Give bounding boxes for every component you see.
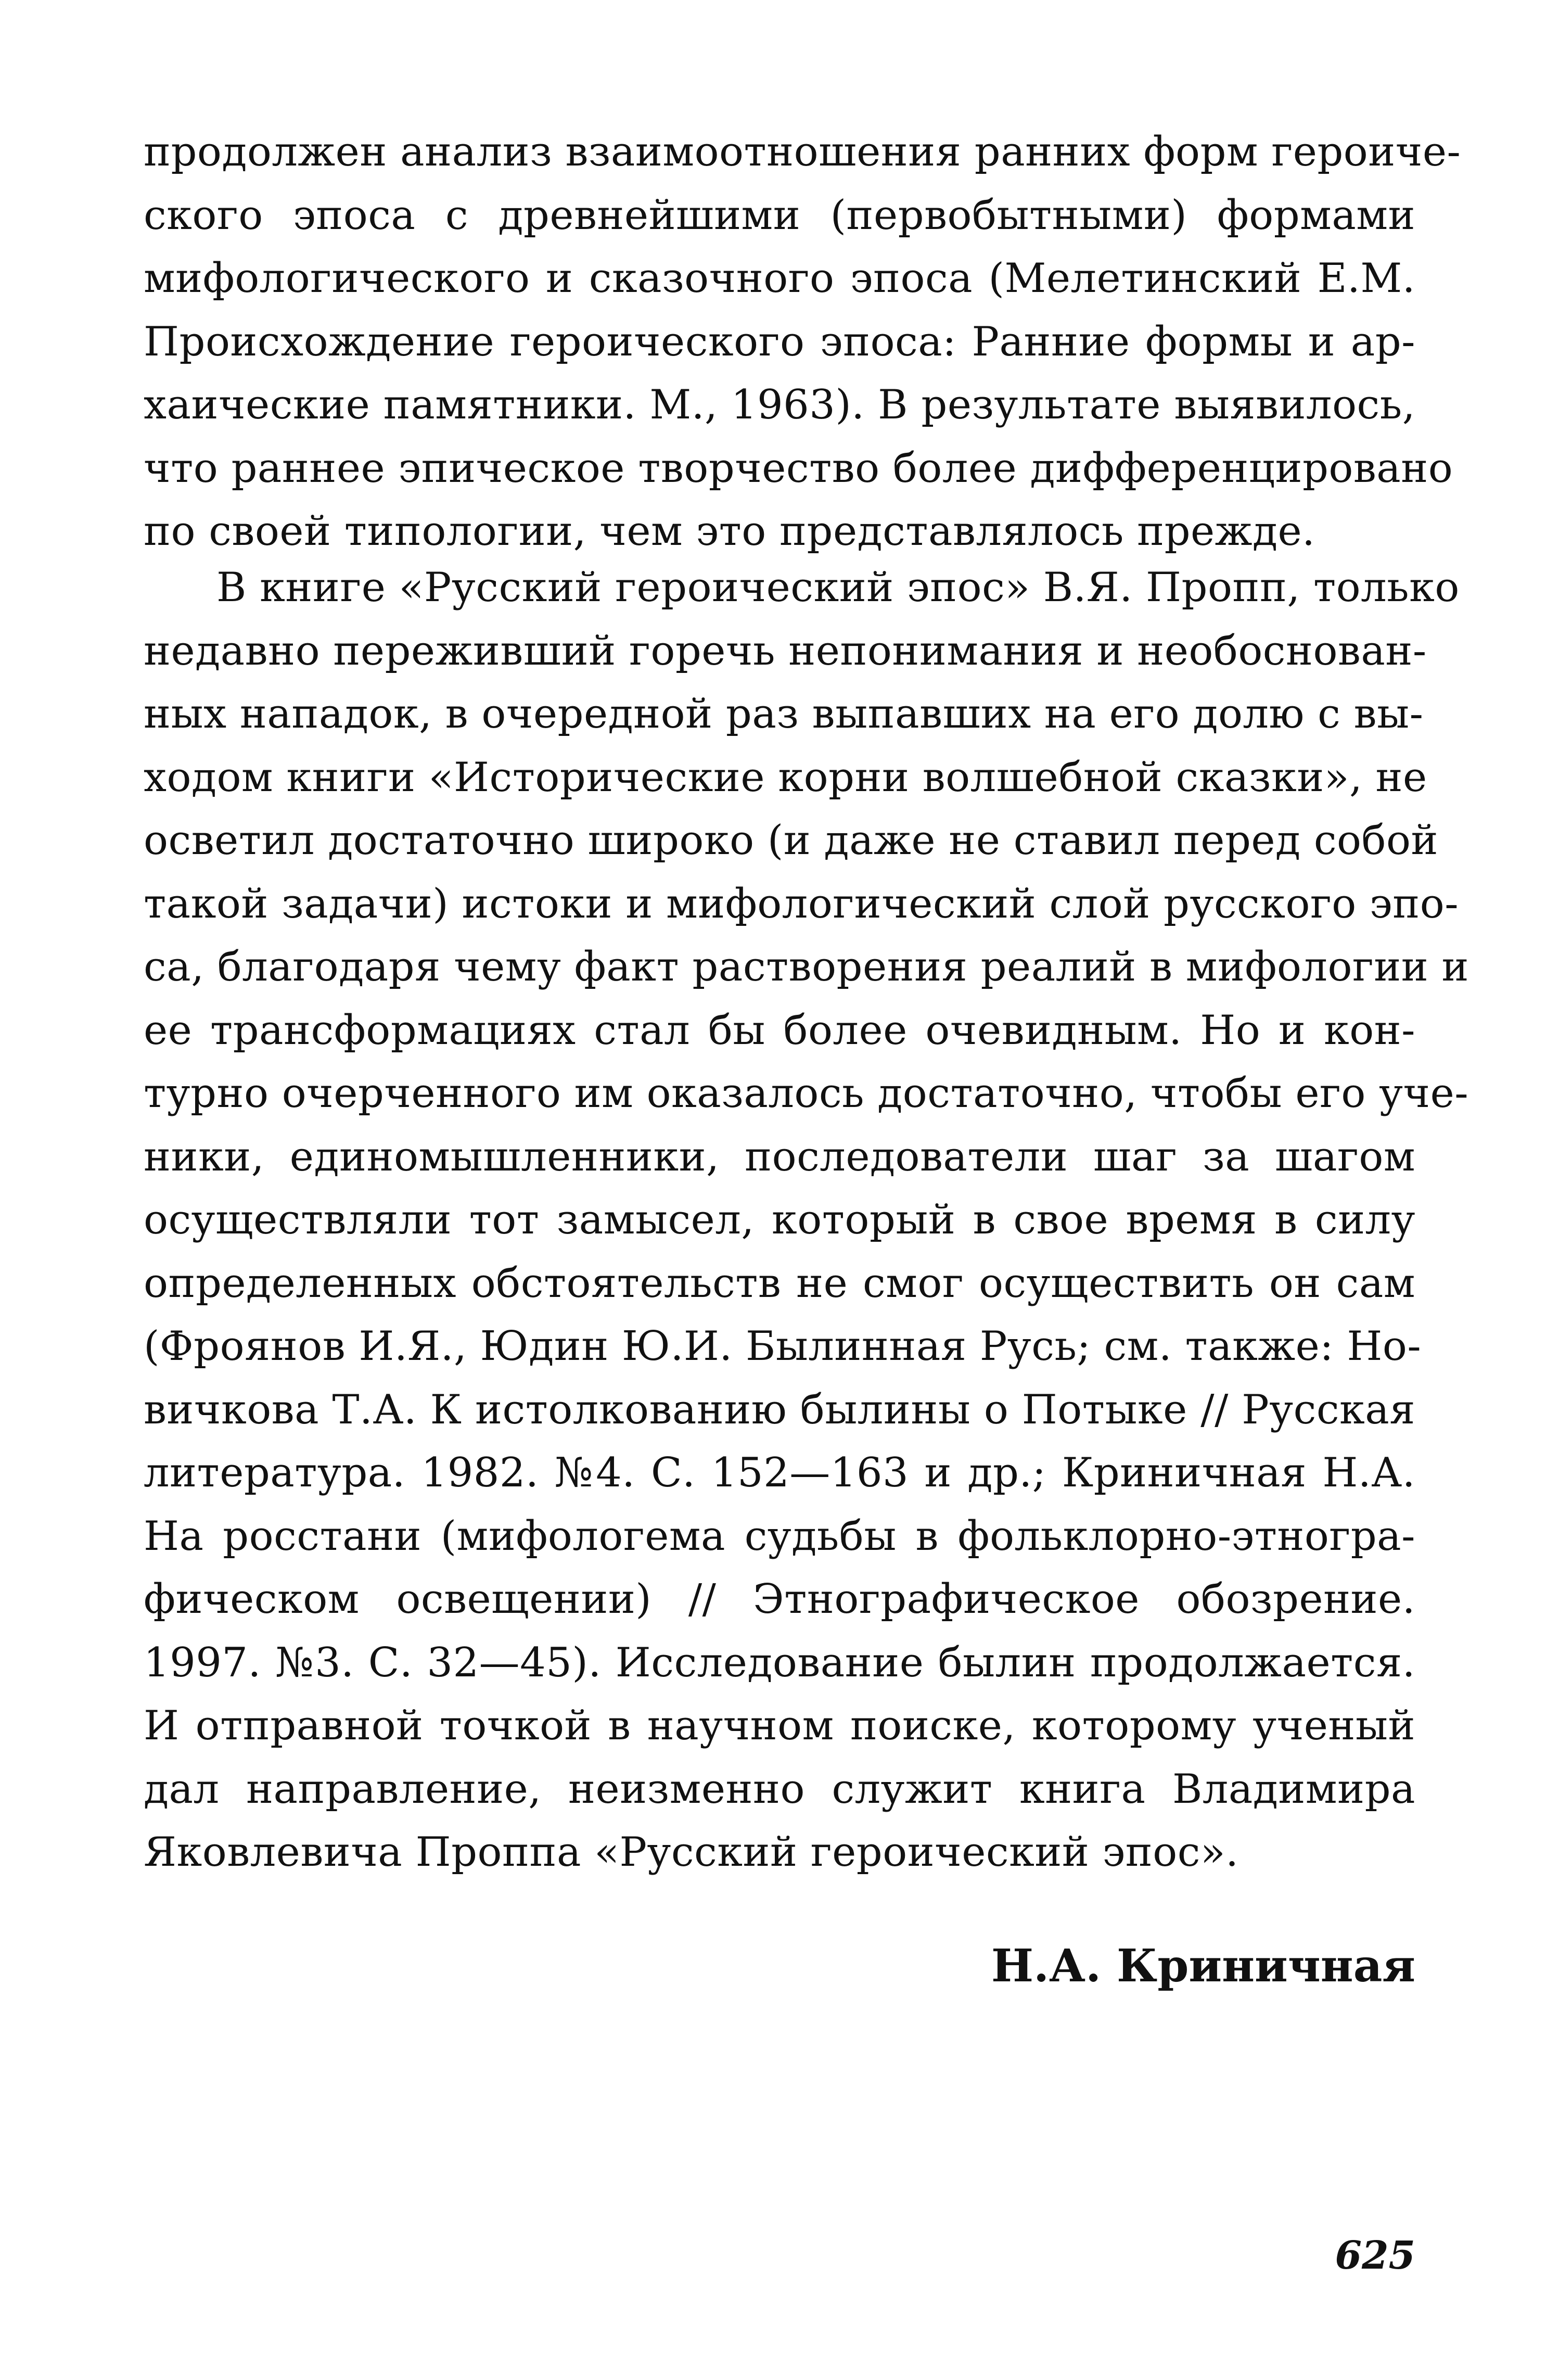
text-line: ее трансформациях стал бы более очевидным. Но и кон- xyxy=(144,1007,1415,1054)
paragraph-1 xyxy=(144,121,1461,564)
text-line: продолжен анализ взаимоотношения ранних форм героиче- xyxy=(144,129,1461,175)
text-line: что раннее эпическое творчество более дифференцировано xyxy=(144,444,1453,492)
text-line: ского эпоса с древнейшими (первобытными) формами xyxy=(144,192,1415,239)
text-line: хаические памятники. М., 1963). В результате выявилось, xyxy=(144,381,1415,428)
text-line: 1997. №3. С. 32—45). Исследование былин продолжается. xyxy=(144,1639,1415,1686)
text-line: Происхождение героического эпоса: Ранние формы и ар- xyxy=(144,318,1415,365)
text-line: осветил достаточно широко (и даже не ставил перед собой xyxy=(144,817,1438,864)
text-line: В книге «Русский героический эпос» В.Я. Пропп, только xyxy=(216,564,1460,611)
text-line: недавно переживший горечь непонимания и необоснован- xyxy=(144,627,1427,674)
page-number: 625 xyxy=(1335,2233,1415,2278)
text-line: И отправной точкой в научном поиске, которому ученый xyxy=(144,1702,1415,1749)
text-line: литература. 1982. №4. С. 152—163 и др.; Криничная Н.А. xyxy=(144,1449,1415,1496)
text-line: са, благодаря чему факт растворения реалий в мифологии и xyxy=(144,944,1469,990)
text-line: (Фроянов И.Я., Юдин Ю.И. Былинная Русь; см. также: Но- xyxy=(144,1323,1422,1370)
text-line: мифологического и сказочного эпоса (Мелетинский Е.М. xyxy=(144,255,1415,302)
text-line: ники, единомышленники, последователи шаг за шагом xyxy=(144,1133,1415,1180)
text-line: турно очерченного им оказалось достаточно, чтобы его уче- xyxy=(144,1070,1469,1117)
text-line: дал направление, неизменно служит книга Владимира xyxy=(144,1765,1415,1813)
text-line: такой задачи) истоки и мифологический слой русского эпо- xyxy=(144,880,1459,927)
text-line: ходом книги «Исторические корни волшебной сказки», не xyxy=(144,754,1427,801)
text-line: ных нападок, в очередной раз выпавших на его долю с вы- xyxy=(144,691,1424,737)
text-line: осуществляли тот замысел, который в свое время в силу xyxy=(144,1197,1415,1243)
text-line: вичкова Т.А. К истолкованию былины о Потыке // Русская xyxy=(144,1386,1415,1433)
text-line: определенных обстоятельств не смог осуществить он сам xyxy=(144,1259,1415,1307)
text-line: На росстани (мифологема судьбы в фольклорно-этногра- xyxy=(144,1512,1415,1560)
text-line: по своей типологии, чем это представлялось прежде. xyxy=(144,508,1315,555)
text-line: фическом освещении) // Этнографическое обозрение. xyxy=(144,1576,1415,1623)
author-signature: Н.А. Криничная xyxy=(991,1940,1415,1992)
text-line: Яковлевича Проппа «Русский героический эпос». xyxy=(144,1829,1239,1876)
paragraph-2 xyxy=(144,556,1469,1885)
